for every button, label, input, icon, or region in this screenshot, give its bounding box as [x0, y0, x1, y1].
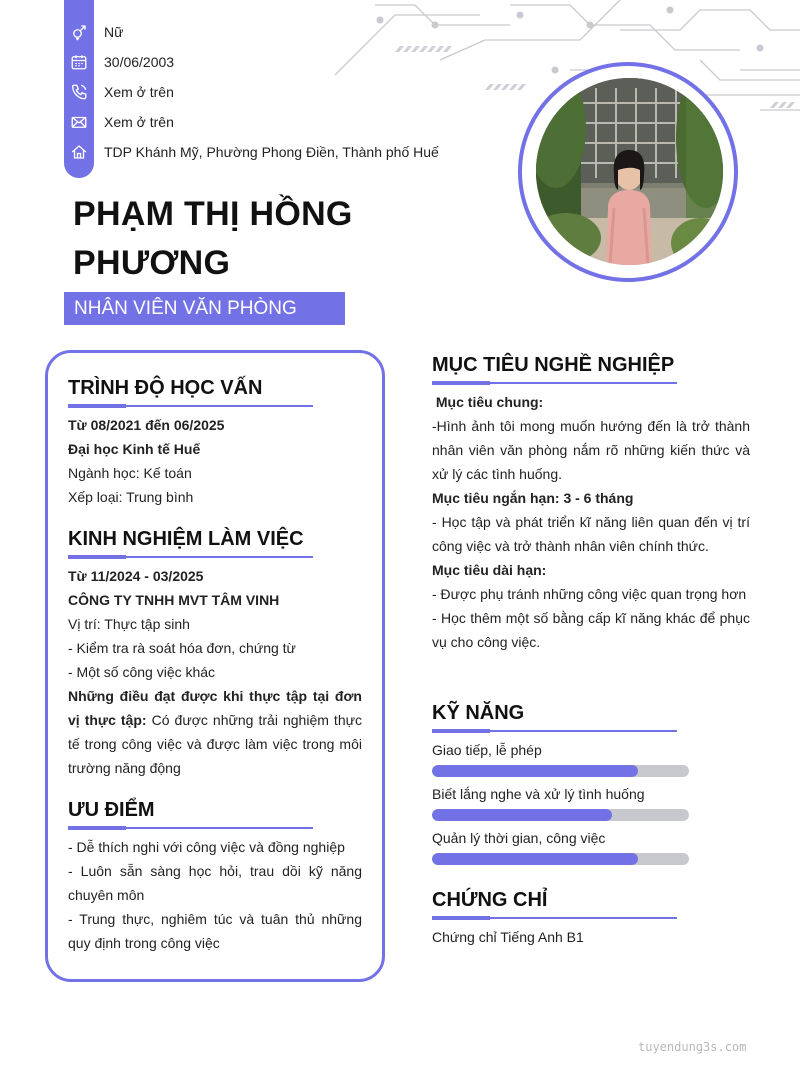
strengths-heading: ƯU ĐIỂM: [68, 799, 155, 821]
skill-label: Giao tiếp, lễ phép: [432, 742, 542, 758]
objective-general-label: Mục tiêu chung:: [432, 394, 544, 410]
envelope-icon: [67, 110, 91, 134]
phone-icon: [67, 80, 91, 104]
certificates-divider: [432, 917, 677, 919]
name-line-1: PHẠM THỊ HỒNG: [73, 195, 353, 233]
calendar-icon: [67, 50, 91, 74]
skill-bar-fill: [432, 765, 638, 777]
experience-heading: KINH NGHIỆM LÀM VIỆC: [68, 528, 304, 550]
achievement-label: Những điều đạt được khi thực tập tại đơn vị thực tập:: [68, 688, 362, 728]
experience-period: Từ 11/2024 - 03/2025: [68, 568, 204, 584]
skill-bar: [432, 853, 689, 865]
objective-long-item: - Được phụ tránh những công việc quan trọng hơn: [432, 586, 747, 602]
gender-icon: [67, 20, 91, 44]
name-line-2: PHƯƠNG: [73, 244, 231, 282]
skills-divider: [432, 730, 677, 732]
education-divider: [68, 405, 313, 407]
home-icon: [67, 140, 91, 164]
address-text: TDP Khánh Mỹ, Phường Phong Điền, Thành phố Huế: [104, 144, 439, 160]
experience-position: Vị trí: Thực tập sinh: [68, 616, 190, 632]
experience-achievement: [68, 684, 362, 780]
objective-general-text: -Hình ảnh tôi mong muốn hướng đến là trở thành nhân viên văn phòng nắm rõ những kiến thức và xử lý các tình huống.: [432, 418, 750, 482]
objective-long-item: - Học thêm một số bằng cấp kĩ năng khác để phục vụ cho công việc.: [432, 610, 750, 650]
candidate-name: [73, 190, 453, 288]
watermark: tuyendung3s.com: [638, 1040, 747, 1054]
experience-divider: [68, 556, 313, 558]
skill-bar: [432, 765, 689, 777]
strength-item: - Trung thực, nghiêm túc và tuân thủ những quy định trong công việc: [68, 911, 362, 951]
education-period: Từ 08/2021 đến 06/2025: [68, 417, 225, 433]
objective-short-label: Mục tiêu ngắn hạn: 3 - 6 tháng: [432, 490, 634, 506]
objective-heading: MỤC TIÊU NGHỀ NGHIỆP: [432, 354, 675, 376]
skills-heading: KỸ NĂNG: [432, 702, 525, 724]
email-text: Xem ở trên: [104, 114, 174, 130]
phone-text: Xem ở trên: [104, 84, 174, 100]
skill-bar-fill: [432, 809, 612, 821]
strength-item: - Luôn sẵn sàng học hỏi, trau dồi kỹ năng chuyên môn: [68, 863, 362, 903]
objective-short-text: - Học tập và phát triển kĩ năng liên quan đến vị trí công việc và trở thành nhân viên chính thức.: [432, 514, 750, 554]
skill-label: Biết lắng nghe và xử lý tình huống: [432, 786, 645, 802]
education-rank: Xếp loại: Trung bình: [68, 489, 194, 505]
strength-item: - Dễ thích nghi với công việc và đồng nghiệp: [68, 839, 345, 855]
experience-task: - Kiểm tra rà soát hóa đơn, chứng từ: [68, 640, 296, 656]
achievement-text: Có được những trải nghiệm thực tế trong công việc và được làm việc trong môi trường năng động: [68, 712, 362, 776]
objective-divider: [432, 382, 677, 384]
education-heading: TRÌNH ĐỘ HỌC VẤN: [68, 377, 263, 399]
job-title: NHÂN VIÊN VĂN PHÒNG: [64, 292, 345, 325]
skill-bar: [432, 809, 689, 821]
certificates-heading: CHỨNG CHỈ: [432, 889, 548, 911]
gender-text: Nữ: [104, 24, 124, 40]
avatar: [536, 78, 723, 265]
strengths-divider: [68, 827, 313, 829]
certificate-item: Chứng chỉ Tiếng Anh B1: [432, 929, 584, 945]
objective-long-label: Mục tiêu dài hạn:: [432, 562, 547, 578]
skill-label: Quản lý thời gian, công việc: [432, 830, 606, 846]
experience-company: CÔNG TY TNHH MVT TÂM VINH: [68, 592, 280, 608]
education-school: Đại học Kinh tế Huế: [68, 441, 201, 457]
dob-text: 30/06/2003: [104, 54, 175, 70]
education-major: Ngành học: Kế toán: [68, 465, 192, 481]
skill-bar-fill: [432, 853, 638, 865]
experience-task: - Một số công việc khác: [68, 664, 216, 680]
